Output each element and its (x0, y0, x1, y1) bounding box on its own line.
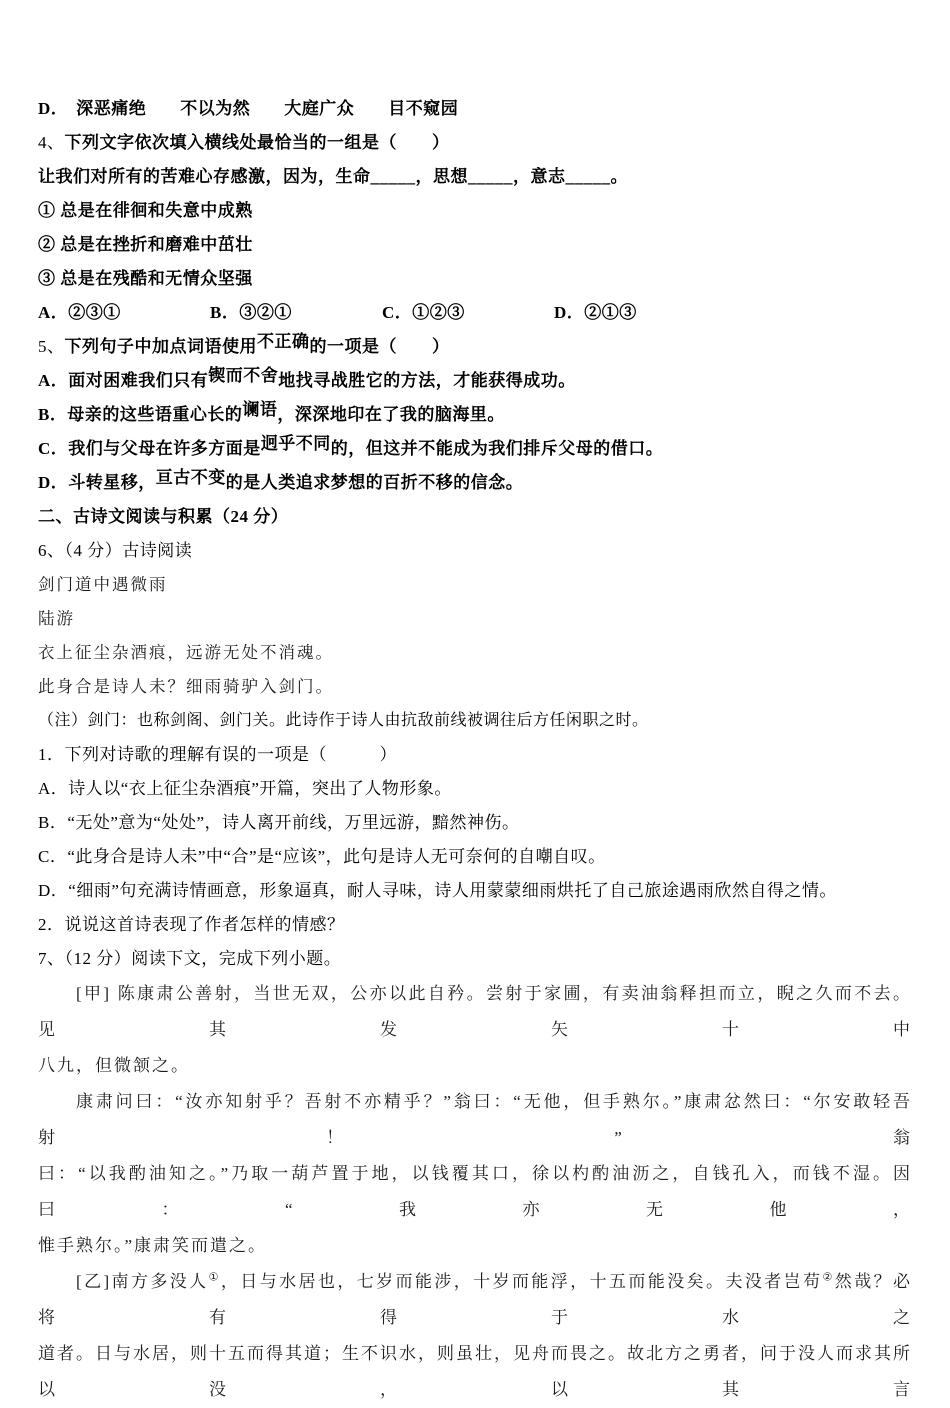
q4-header (38, 126, 912, 160)
choice-c (382, 296, 554, 330)
option-text: 的，但这并不能成为我们排斥父母的借口。 (330, 439, 664, 458)
option-label: D． (38, 99, 69, 118)
q5-title-emphasis: 不正确 (257, 332, 310, 351)
option-text: D．斗转星移， (38, 473, 156, 492)
question-number: 4、 (38, 133, 65, 152)
choice-value: ②③① (68, 303, 121, 322)
choice-label: B． (210, 303, 240, 322)
choice-a (38, 296, 210, 330)
q5-title-post: 的一项是（ ） (309, 337, 450, 356)
q6-sub1-option-c: C．“此身合是诗人未”中“合”是“应该”，此句是诗人无可奈何的自嘲自叹。 (38, 847, 606, 866)
idiom: 大庭广众 (284, 99, 355, 118)
q4-title: 下列文字依次填入横线处最恰当的一组是（ ） (64, 133, 450, 152)
passage-jia-line-1: [甲] 陈康肃公善射，当世无双，公亦以此自矜。尝射于家圃，有卖油翁释担而立，睨之久而不去。见其发矢十中 (38, 984, 912, 1039)
idiom: 目不窥园 (388, 99, 459, 118)
q4-item-1: ① 总是在徘徊和失意中成熟 (38, 201, 253, 220)
question-number: 5、 (38, 337, 65, 356)
q6-sub1-option-a: A．诗人以“衣上征尘杂酒痕”开篇，突出了人物形象。 (38, 779, 452, 798)
idiom: 不以为然 (180, 99, 251, 118)
choice-b (210, 296, 382, 330)
choice-value: ①②③ (412, 303, 465, 322)
q4-intro: 让我们对所有的苦难心存感激，因为，生命_____，思想_____，意志_____。 (38, 167, 628, 186)
q4-choices-row (38, 296, 912, 330)
passage-jia-line-5: 惟手熟尔。”康肃笑而遣之。 (38, 1236, 268, 1255)
q5-option-a (38, 364, 912, 398)
section2-heading: 二、古诗文阅读与积累（24 分） (38, 507, 289, 526)
q5-header (38, 330, 912, 364)
option-text: 地找寻战胜它的方法，才能获得成功。 (278, 371, 576, 390)
choice-value: ③②① (239, 303, 292, 322)
idiom: 深恶痛绝 (76, 99, 147, 118)
choice-label: C． (382, 303, 413, 322)
q6-sub1-option-d: D．“细雨”句充满诗情画意，形象逼真，耐人寻味，诗人用蒙蒙细雨烘托了自己旅途遇雨欣然自得之情。 (38, 881, 837, 900)
q3-option-d-row (38, 92, 912, 126)
option-text: C．我们与父母在许多方面是 (38, 439, 261, 458)
q6-sub1-title: 下列对诗歌的理解有误的一项是（ ） (64, 745, 397, 764)
emphasized-word: 迥乎不同 (260, 434, 331, 453)
q6-header (38, 534, 912, 568)
choice-value: ②①③ (584, 303, 637, 322)
emphasized-word: 锲而不舍 (208, 366, 279, 385)
emphasized-word: 亘古不变 (155, 468, 226, 487)
passage-jia-line-2: 八九，但微颔之。 (38, 1056, 190, 1075)
poem-title: 剑门道中遇微雨 (38, 575, 168, 594)
sub-question-number: 1． (38, 745, 65, 764)
poem-line-2: 此身合是诗人未？细雨骑驴入剑门。 (38, 677, 334, 696)
passage-yi-line-2: 道者。日与水居，则十五而得其道；生不识水，则虽壮，见舟而畏之。故北方之勇者，问于没人而求其所以没，以其言 (38, 1344, 912, 1399)
q7-title: （12 分）阅读下文，完成下列小题。 (64, 949, 342, 968)
q6-title: （4 分）古诗阅读 (64, 541, 193, 560)
q6-sub1-header (38, 738, 912, 772)
q5-option-d (38, 466, 912, 500)
question-number: 7、 (38, 949, 65, 968)
emphasized-word: 谰语 (242, 400, 278, 419)
q6-sub2-text: 说说这首诗表现了作者怎样的情感？ (64, 915, 345, 934)
q4-item-3: ③ 总是在残酷和无情众坚强 (38, 269, 253, 288)
question-number: 6、 (38, 541, 65, 560)
choice-d (554, 296, 726, 330)
poem-line-1: 衣上征尘杂酒痕，远游无处不消魂。 (38, 643, 334, 662)
q4-item-2: ② 总是在挫折和磨难中茁壮 (38, 235, 253, 254)
option-text: A．面对困难我们只有 (38, 371, 209, 390)
q6-sub2 (38, 908, 912, 942)
poem-author: 陆游 (38, 609, 75, 628)
q6-sub1-option-b: B．“无处”意为“处处”，诗人离开前线，万里远游，黯然神伤。 (38, 813, 520, 832)
choice-label: D． (554, 303, 585, 322)
q5-option-c (38, 432, 912, 466)
option-text: 的是人类追求梦想的百折不移的信念。 (225, 473, 524, 492)
passage-yi-line-1: [乙]南方多没人①，日与水居也，七岁而能涉，十岁而能浮，十五而能没矣。夫没者岂苟②然哉？必将有得于水之 (38, 1271, 913, 1327)
q7-header (38, 942, 912, 976)
choice-label: A． (38, 303, 69, 322)
option-text: ，深深地印在了我的脑海里。 (277, 405, 505, 424)
q5-option-b (38, 398, 912, 432)
poem-note: （注）剑门：也称剑阁、剑门关。此诗作于诗人由抗敌前线被调往后方任闲职之时。 (38, 712, 649, 729)
q5-title-pre: 下列句子中加点词语使用 (64, 337, 257, 356)
sub-question-number: 2． (38, 915, 65, 934)
option-text: B．母亲的这些语重心长的 (38, 405, 243, 424)
passage-jia-line-4: 曰：“以我酌油知之。”乃取一葫芦置于地，以钱覆其口，徐以杓酌油沥之，自钱孔入，而钱不湿。因曰：“我亦无他， (38, 1164, 912, 1219)
passage-jia-line-3: 康肃问曰：“汝亦知射乎？吾射不亦精乎？”翁曰：“无他，但手熟尔。”康肃忿然曰：“尔安敢轻吾射！”翁 (38, 1092, 912, 1147)
